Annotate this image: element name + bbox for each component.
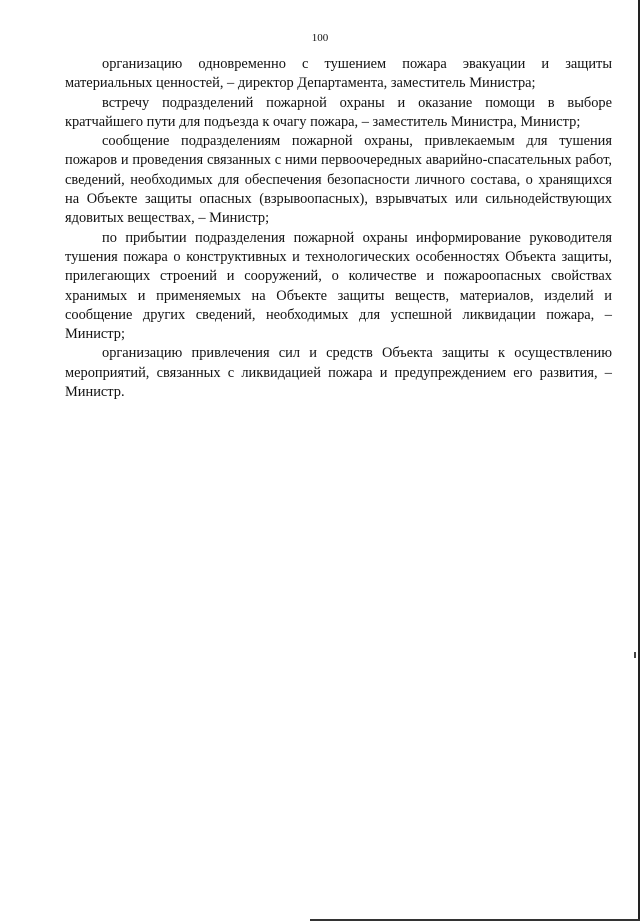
paragraph-evacuation: организацию одновременно с тушением пожара эвакуации и защиты материальных ценностей, – директор Департамента, заместитель Министра;: [65, 56, 612, 92]
paragraph-forces-mobilization: организацию привлечения сил и средств Объекта защиты к осуществлению мероприятий, связанных с ликвидацией пожара и предупреждением его развития, – Министр.: [65, 345, 612, 401]
paragraph-meeting-units: встречу подразделений пожарной охраны и оказание помощи в выборе кратчайшего пути для подъезда к очагу пожара, – заместитель Министра, Министр;: [65, 94, 612, 130]
paragraph-informing-commander: по прибытии подразделения пожарной охраны информирование руководителя тушения пожара о конструктивных и технологических особенностях Объекта защиты, прилегающих строений и сооружений, о количестве и пожароопасных свойствах хранимых и применяемых на Объекте защиты веществ, материалов, изделий и сообщение других сведений, необходимых для успешной ликвидации пожара, – Министр;: [65, 229, 612, 343]
document-body: [65, 55, 612, 402]
paragraph-hazard-report: сообщение подразделениям пожарной охраны, привлекаемым для тушения пожаров и проведения связанных с ними первоочередных аварийно-спасательных работ, сведений, необходимых для обеспечения безопасности личного состава, о хранящихся на Объекте защиты опасных (взрывоопасных), взрывчатых или сильнодействующих ядовитых веществах, – Министр;: [65, 133, 612, 227]
page-number: 100: [311, 32, 329, 44]
scan-speck: [634, 652, 636, 658]
